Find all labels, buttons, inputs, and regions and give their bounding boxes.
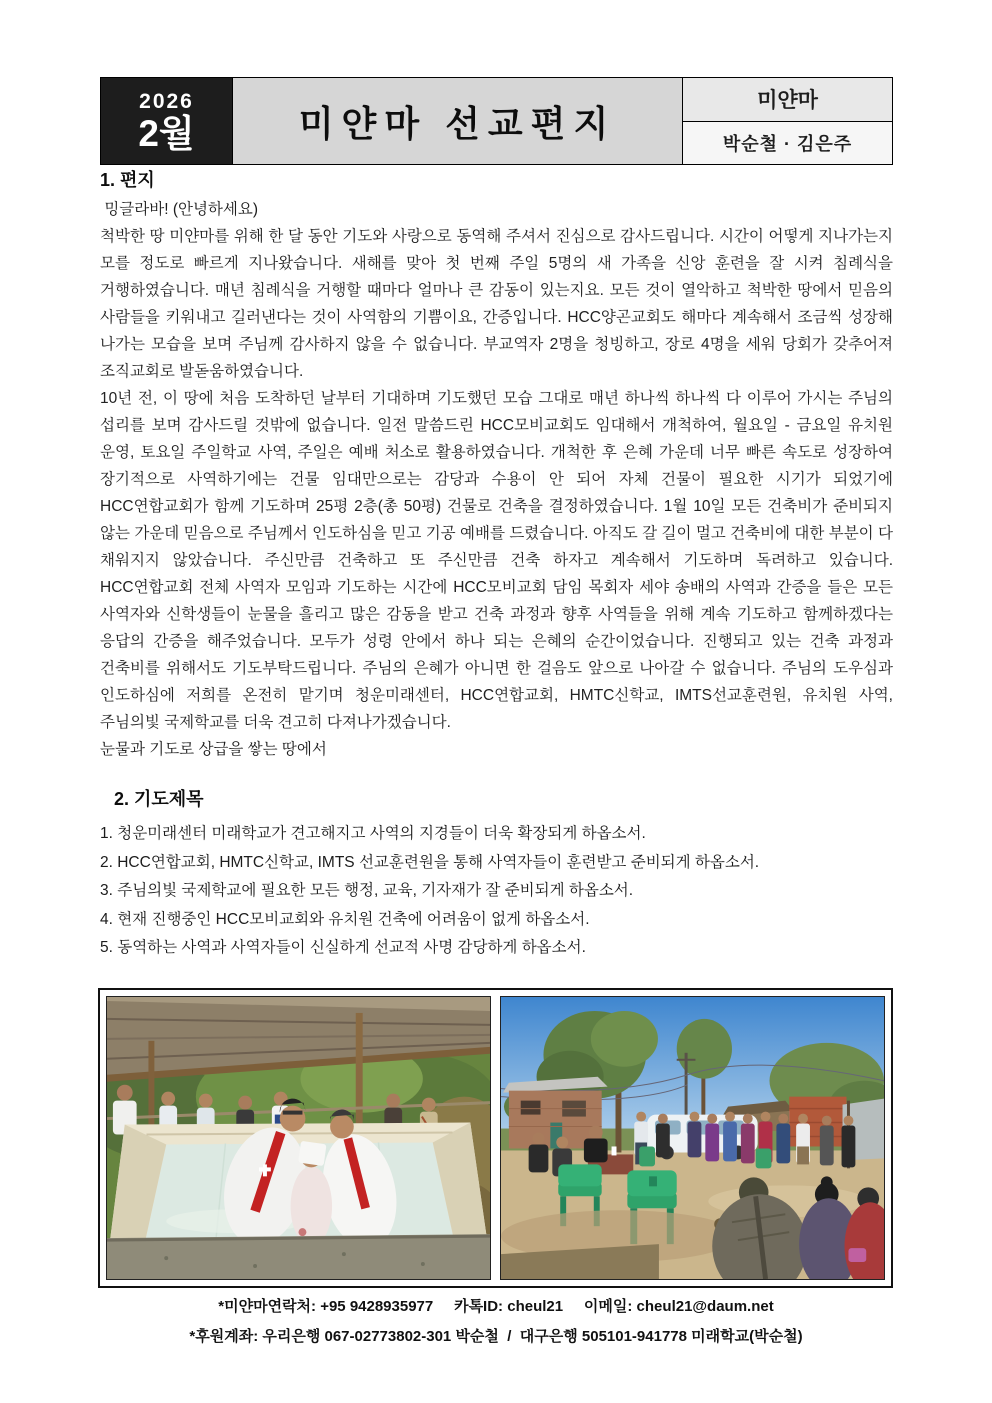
- masthead: [100, 77, 893, 165]
- photo-strip: [98, 988, 893, 1288]
- gathering-photo-illustration: [501, 997, 884, 1279]
- contact-line: *미얀마연락처: +95 9428935977 카톡ID: cheul21 이메일: cheul21@daum.net: [218, 1298, 774, 1315]
- month-label: 2월: [138, 112, 195, 154]
- letter-section: [100, 168, 893, 763]
- letter-heading: 1. 편지: [100, 170, 155, 190]
- outdoor-gathering-photo: [500, 996, 885, 1280]
- baptism-photo-illustration: [107, 997, 490, 1279]
- year-label: 2026: [139, 89, 194, 113]
- letter-closing: 눈물과 기도로 상급을 쌓는 땅에서: [100, 741, 327, 758]
- prayer-item-3: 3. 주님의빛 국제학교에 필요한 모든 행정, 교육, 기자재가 잘 준비되게 하옵소서.: [100, 882, 634, 899]
- contact-footer: [0, 1292, 992, 1352]
- greeting-line: 밍글라바! (안녕하세요): [100, 201, 259, 218]
- letter-paragraph-2: 10년 전, 이 땅에 처음 도착하던 날부터 기대하며 기도했던 모습 그대로 매년 하나씩 하나씩 다 이루어 가시는 주님의 섭리를 보며 감사드릴 것밖에 없습니다. 일전 말씀드린 HCC모비교회도 임대해서 개척하여, 월요일 - 금요일 유치원 운영, 토요일 주일학교 사역, 주일은 예배 처소로 활용하였습니다. 개척한 후 은혜 가운데 너무 빠른 속도로 성장하여 장기적으로 사역하기에는 건물 임대만으로는 감당과 수용이 안 되어 자체 건물이 필요한 시기가 되었기에 HCC연합교회가 함께 기도하며 25평 2층(총 50평) 건물로 건축을 결정하였습니다. 1월 10일 모든 건축비가 준비되지 않는 가운데 믿음으로 주님께서 인도하심을 믿고 기공 예배를 드렸습니다. 아직도 갈 길이 멀고 건축비에 대한 부분이 다 채워지지 않았습니다. 주신만큼 건축하고 또 주신만큼 건축 하자고 계속해서 기도하며 독려하고 있습니다. HCC연합교회 전체 사역자 모임과 기도하는 시간에 HCC모비교회 담임 목회자 세야 송배의 사역과 간증을 들은 모든 사역자와 신학생들이 눈물을 흘리고 많은 감동을 받고 건축 과정과 향후 사역들을 위해 계속 기도하고 함께하겠다는 응답의 간증을 해주었습니다. 모두가 성령 안에서 하나 되는 은혜의 순간이었습니다. 진행되고 있는 건축 과정과 건축비를 위해서도 기도부탁드립니다. 주님의 은혜가 아니면 한 걸음도 앞으로 나아갈 수 없습니다. 주님의 도우심과 인도하심에 저희를 온전히 맡기며 청운미래센터, HCC연합교회, HMTC신학교, IMTS선교훈련원, 유치원 사역, 주님의빛 국제학교를 더욱 견고히 다져나가겠습니다.: [100, 390, 893, 731]
- prayer-item-5: 5. 동역하는 사역과 사역자들이 신실하게 선교적 사명 감당하게 하옵소서.: [100, 939, 586, 956]
- region-label: 미얀마: [683, 78, 892, 122]
- letter-content: [100, 168, 893, 986]
- prayer-item-4: 4. 현재 진행중인 HCC모비교회와 유치원 건축에 어려움이 없게 하옵소서.: [100, 910, 590, 928]
- support-account-line: *후원계좌: 우리은행 067-02773802-301 박순철 / 대구은행 505101-941778 미래학교(박순철): [189, 1328, 803, 1345]
- letter-paragraph-1: 척박한 땅 미얀마를 위해 한 달 동안 기도와 사랑으로 동역해 주셔서 진심으로 감사드립니다. 시간이 어떻게 지나가는지 모를 정도로 빠르게 지나왔습니다. 새해를 맞아 첫 번째 주일 5명의 새 가족을 신앙 훈련을 잘 시켜 침례식을 거행하였습니다. 매년 침례식을 거행할 때마다 얼마나 큰 감동이 있는지요. 모든 것이 열악하고 척박한 땅에서 믿음의 사람들을 키워내고 길러낸다는 것이 사역함의 기쁨이요, 간증입니다. HCC양곤교회도 해마다 계속해서 조금씩 성장해 나가는 모습을 보며 주님께 감사하지 않을 수 없습니다. 부교역자 2명을 청빙하고, 장로 4명을 세워 당회가 갖추어져 조직교회로 발돋움하였습니다.: [100, 228, 893, 380]
- prayer-section: [100, 787, 893, 963]
- prayer-item-2: 2. HCC연합교회, HMTC신학교, IMTS 선교훈련원을 통해 사역자들이 훈련받고 준비되게 하옵소서.: [100, 853, 760, 871]
- prayer-item-1: 1. 청운미래센터 미래학교가 견고해지고 사역의 지경들이 더욱 확장되게 하옵소서.: [100, 825, 646, 842]
- masthead-right: [683, 77, 893, 165]
- missionary-names: 박순철 · 김은주: [683, 122, 892, 165]
- baptism-ceremony-photo: [106, 996, 491, 1280]
- date-box: [100, 77, 233, 165]
- prayer-heading: 2. 기도제목: [114, 789, 204, 809]
- newsletter-title: 미얀마 선교편지: [233, 77, 683, 165]
